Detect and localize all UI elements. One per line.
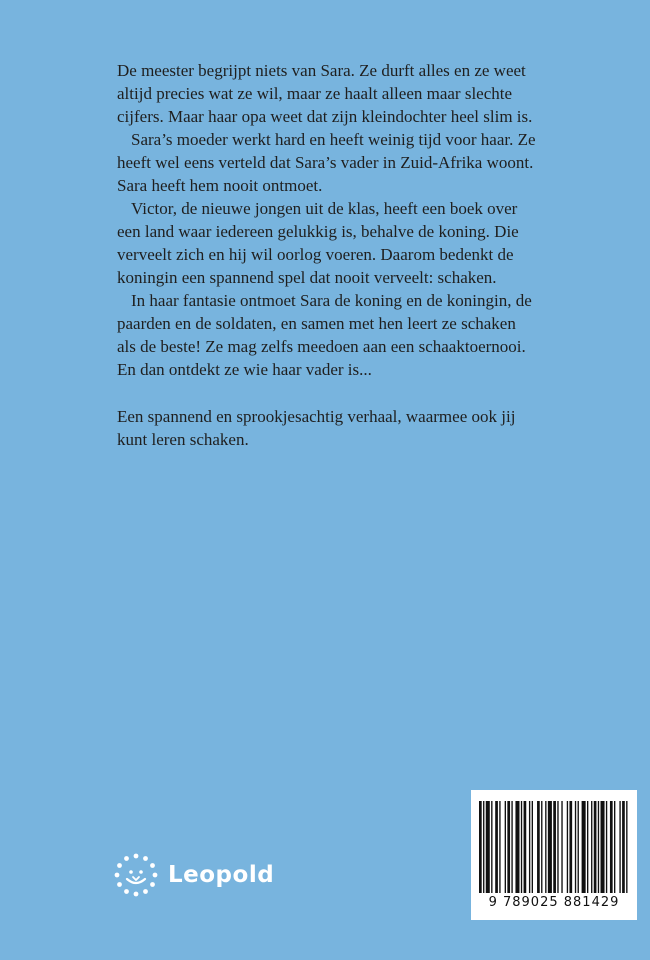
isbn-barcode — [471, 790, 637, 920]
barcode-bar — [524, 801, 527, 893]
barcode-bar — [614, 801, 615, 893]
barcode-bar — [491, 801, 492, 893]
lion-sun-icon — [112, 851, 160, 899]
isbn-number: 9 789025 881429 — [488, 895, 620, 910]
barcode-bar — [594, 801, 597, 893]
blurb-paragraph-2: Sara’s moeder werkt hard en heeft weinig tijd voor haar. Ze heeft wel eens verteld dat Sara’s vader in Zuid-Afrika woont. Sara heeft hem nooit ontmoet. — [117, 130, 536, 195]
barcode-bar — [486, 801, 490, 893]
barcode-bar — [483, 801, 484, 893]
barcode-bar — [541, 801, 542, 893]
barcode-bar — [499, 801, 500, 893]
publisher-name: Leopold — [168, 862, 275, 888]
barcode-bar — [521, 801, 522, 893]
barcode-bar — [507, 801, 510, 893]
barcode-bar — [529, 801, 530, 893]
back-cover-blurb — [117, 59, 537, 451]
barcode-bar — [548, 801, 552, 893]
barcode-bar — [537, 801, 540, 893]
barcode-bar — [582, 801, 586, 893]
blurb-paragraph-1: De meester begrijpt niets van Sara. Ze durft alles en ze weet altijd precies wat ze wil, maar ze haalt alleen maar slechte cijfers. Maar haar opa weet dat zijn kleindochter heel slim is. — [117, 61, 533, 126]
blurb-paragraph-3: Victor, de nieuwe jongen uit de klas, heeft een boek over een land waar iedereen gelukkig is, behalve de koning. Die verveelt zich en hij wil oorlog voeren. Daarom bedenkt de koningin een spannend spel dat nooit verveelt: schaken. — [117, 199, 519, 287]
barcode-bar — [610, 801, 613, 893]
barcode-bar — [495, 801, 498, 893]
barcode-bars — [477, 801, 631, 893]
barcode-bar — [479, 801, 482, 893]
blurb-paragraph-4: In haar fantasie ontmoet Sara de koning en de koningin, de paarden en de soldaten, en samen met hen leert ze schaken als de beste! Ze mag zelfs meedoen aan een schaaktoernooi. En dan ontdekt ze wie haar vader is... — [117, 291, 532, 379]
barcode-bar — [557, 801, 558, 893]
barcode-bar — [606, 801, 607, 893]
barcode-bar — [622, 801, 625, 893]
barcode-bar — [505, 801, 506, 893]
barcode-bar — [578, 801, 579, 893]
barcode-bar — [591, 801, 592, 893]
barcode-bar — [587, 801, 588, 893]
barcode-bar — [626, 801, 627, 893]
barcode-bar — [553, 801, 556, 893]
barcode-bar — [511, 801, 512, 893]
barcode-bar — [545, 801, 546, 893]
barcode-bar — [575, 801, 576, 893]
barcode-bar — [561, 801, 562, 893]
barcode-bar — [601, 801, 605, 893]
barcode-bar — [598, 801, 599, 893]
publisher-logo — [112, 850, 274, 900]
barcode-bar — [569, 801, 572, 893]
barcode-bar — [619, 801, 620, 893]
barcode-bar — [567, 801, 568, 893]
barcode-bar — [515, 801, 519, 893]
barcode-bar — [532, 801, 533, 893]
blurb-tagline: Een spannend en sprookjesachtig verhaal, waarmee ook jij kunt leren schaken. — [117, 407, 516, 449]
